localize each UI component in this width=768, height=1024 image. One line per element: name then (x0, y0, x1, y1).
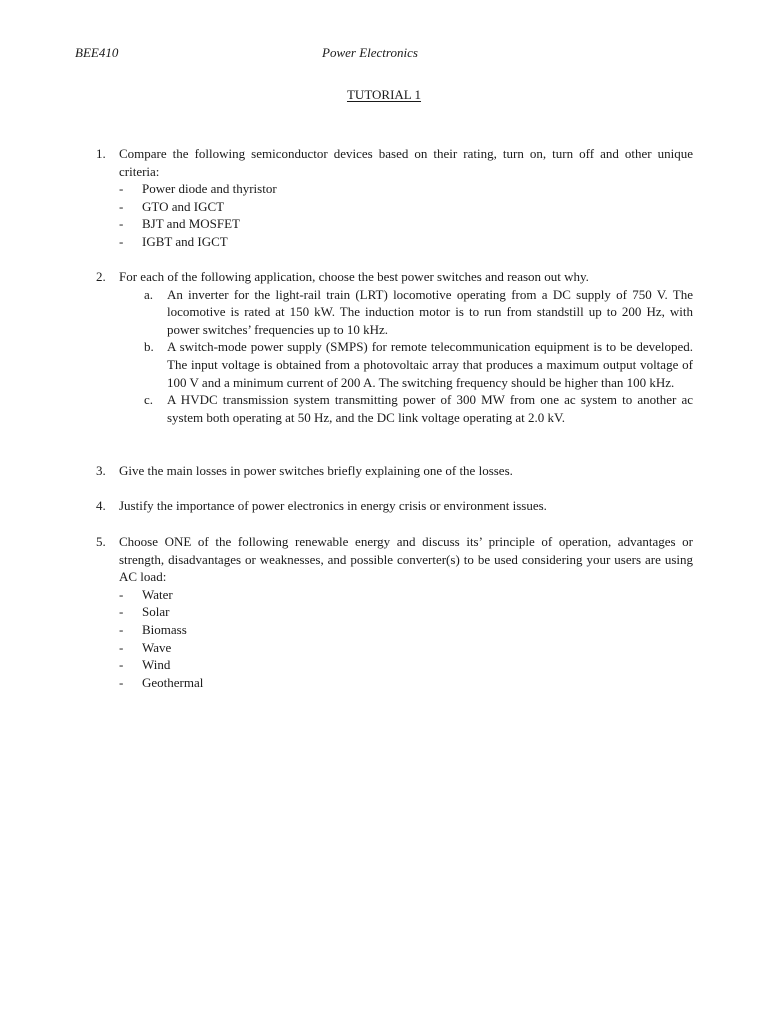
title-text: TUTORIAL 1 (346, 87, 422, 102)
list-item (119, 586, 693, 604)
list-item-text: A switch-mode power supply (SMPS) for remote telecommunication equipment is to be developed. The input voltage is obtained from a photovoltaic array that produces a maximum output voltage of 100 V and a minimum current of 200 A. The switching frequency should be higher than 100 kHz. (167, 339, 693, 390)
list-item-text: A HVDC transmission system transmitting power of 300 MW from one ac system to another ac system both operating at 50 Hz, and the DC link voltage operating at 2.0 kV. (167, 392, 693, 425)
list-item (119, 215, 693, 233)
list-item-text: Power diode and thyristor (142, 181, 277, 197)
application-list (144, 286, 693, 427)
question-number: 1. (96, 146, 106, 161)
list-item (119, 180, 693, 198)
list-item (119, 198, 693, 216)
list-item-text: Water (142, 586, 173, 602)
list-item (119, 621, 693, 639)
question-5 (96, 533, 693, 691)
question-number: 5. (96, 534, 106, 549)
list-item-text: Biomass (142, 621, 187, 637)
list-item-text: Geothermal (142, 674, 204, 690)
list-marker: - (119, 181, 124, 197)
list-letter: b. (144, 339, 154, 355)
list-letter: a. (144, 286, 154, 302)
list-item-text: Wave (142, 639, 172, 655)
list-item-text: BJT and MOSFET (142, 216, 240, 232)
page-title (0, 86, 768, 104)
list-item (119, 656, 693, 674)
question-3 (96, 462, 693, 480)
question-number: 2. (96, 269, 106, 284)
list-marker: - (119, 233, 124, 249)
device-list (119, 180, 693, 250)
question-text: Choose ONE of the following renewable energy and discuss its’ principle of operation, advantages or strength, disadvantages or weaknesses, and possible converter(s) to be used considering your users are using AC load: (119, 534, 693, 585)
question-text: Give the main losses in power switches briefly explaining one of the losses. (119, 463, 513, 478)
list-marker: - (119, 657, 124, 673)
list-item-text: An inverter for the light-rail train (LRT) locomotive operating from a DC supply of 750 V. The locomotive is rated at 150 kW. The induction motor is to run from standstill up to 200 Hz, with power switches’ frequencies up to 10 kHz. (167, 286, 693, 337)
list-item (119, 639, 693, 657)
list-marker: - (119, 586, 124, 602)
course-code: BEE410 (75, 45, 119, 60)
question-2 (96, 268, 693, 426)
question-number: 4. (96, 498, 106, 513)
question-4 (96, 497, 693, 515)
list-item-text: GTO and IGCT (142, 198, 225, 214)
energy-list (119, 586, 693, 692)
question-text: Justify the importance of power electronics in energy crisis or environment issues. (119, 498, 547, 513)
list-item-text: IGBT and IGCT (142, 233, 228, 249)
list-marker: - (119, 604, 124, 620)
list-marker: - (119, 216, 124, 232)
list-marker: - (119, 621, 124, 637)
list-item (144, 391, 693, 426)
list-item (144, 338, 693, 391)
question-number: 3. (96, 463, 106, 478)
list-item (119, 674, 693, 692)
list-item-text: Solar (142, 604, 170, 620)
list-item (119, 233, 693, 251)
list-letter: c. (144, 392, 154, 408)
list-item-text: Wind (142, 657, 171, 673)
list-marker: - (119, 674, 124, 690)
course-name: Power Electronics (322, 45, 418, 60)
list-marker: - (119, 639, 124, 655)
question-text: For each of the following application, choose the best power switches and reason out why. (119, 269, 589, 284)
list-marker: - (119, 198, 124, 214)
question-1 (96, 145, 693, 251)
list-item (119, 603, 693, 621)
question-text: Compare the following semiconductor devices based on their rating, turn on, turn off and other unique criteria: (119, 146, 693, 179)
list-item (144, 286, 693, 339)
